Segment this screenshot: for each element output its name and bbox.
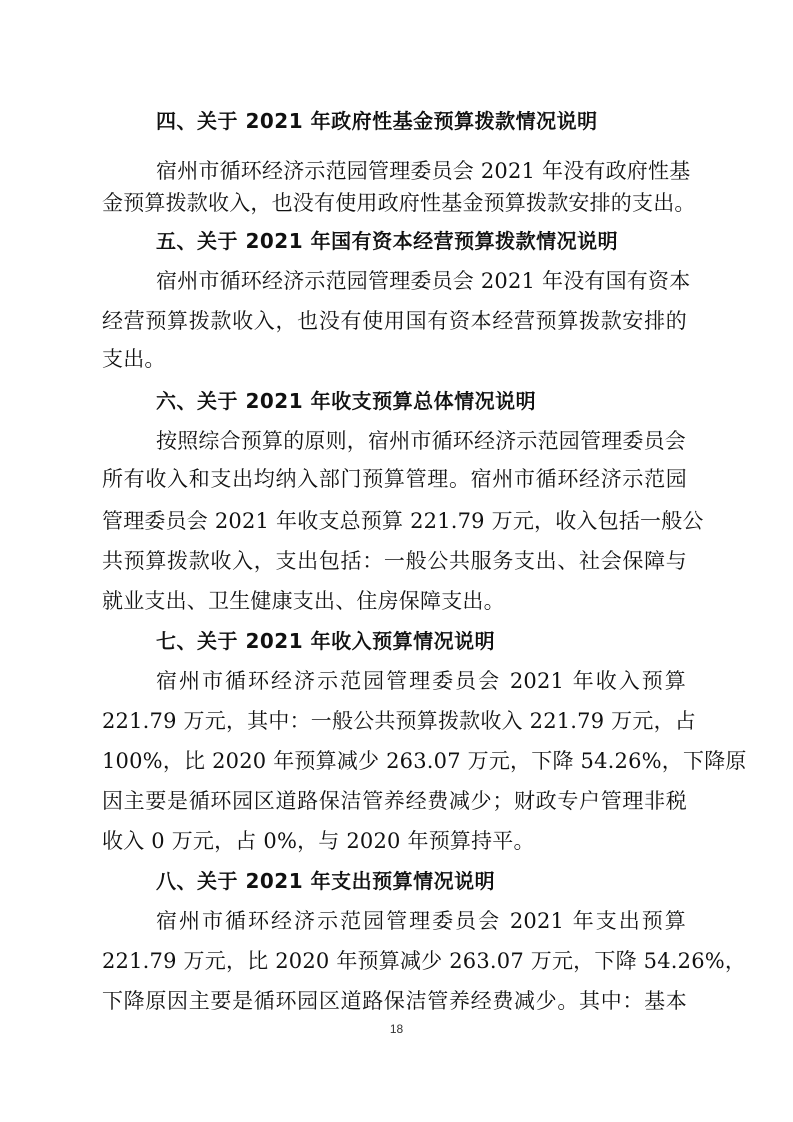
section-5-line-3: 支出。 [102,347,166,371]
section-6-line-3: 管理委员会 2021 年收支总预算 221.79 万元，收入包括一般公 [102,509,704,533]
section-7-line-4: 因主要是循环园区道路保洁管养经费减少；财政专户管理非税 [102,789,687,813]
section-8-heading: 八、关于 2021 年支出预算情况说明 [156,869,496,893]
section-4-line-2: 金预算拨款收入，也没有使用政府性基金预算拨款安排的支出。 [102,191,696,215]
section-6-line-1: 按照综合预算的原则，宿州市循环经济示范园管理委员会 [156,429,686,453]
section-5-line-2: 经营预算拨款收入，也没有使用国有资本经营预算拨款安排的 [102,309,687,333]
section-4-heading: 四、关于 2021 年政府性基金预算拨款情况说明 [156,109,598,133]
section-6-line-4: 共预算拨款收入，支出包括：一般公共服务支出、社会保障与 [102,549,687,573]
section-6-line-2: 所有收入和支出均纳入部门预算管理。宿州市循环经济示范园 [102,467,687,491]
section-7-line-5: 收入 0 万元，占 0%，与 2020 年预算持平。 [102,829,535,853]
section-8-line-1: 宿州市循环经济示范园管理委员会 2021 年支出预算 [156,909,686,933]
section-4-line-1: 宿州市循环经济示范园管理委员会 2021 年没有政府性基 [156,159,691,183]
section-8-line-2: 221.79 万元，比 2020 年预算减少 263.07 万元，下降 54.26%， [102,949,747,973]
section-5-heading: 五、关于 2021 年国有资本经营预算拨款情况说明 [156,229,619,253]
section-7-line-2: 221.79 万元，其中：一般公共预算拨款收入 221.79 万元，占 [102,709,696,733]
section-6-heading: 六、关于 2021 年收支预算总体情况说明 [156,389,537,413]
section-7-line-3: 100%，比 2020 年预算减少 263.07 万元，下降 54.26%，下降原 [102,749,747,773]
section-5-line-1: 宿州市循环经济示范园管理委员会 2021 年没有国有资本 [156,269,691,293]
section-8-line-3: 下降原因主要是循环园区道路保洁管养经费减少。其中：基本 [102,989,687,1013]
section-7-heading: 七、关于 2021 年收入预算情况说明 [156,629,496,653]
page-number: 18 [389,1022,404,1036]
section-7-line-1: 宿州市循环经济示范园管理委员会 2021 年收入预算 [156,669,686,693]
section-6-line-5: 就业支出、卫生健康支出、住房保障支出。 [102,589,505,613]
